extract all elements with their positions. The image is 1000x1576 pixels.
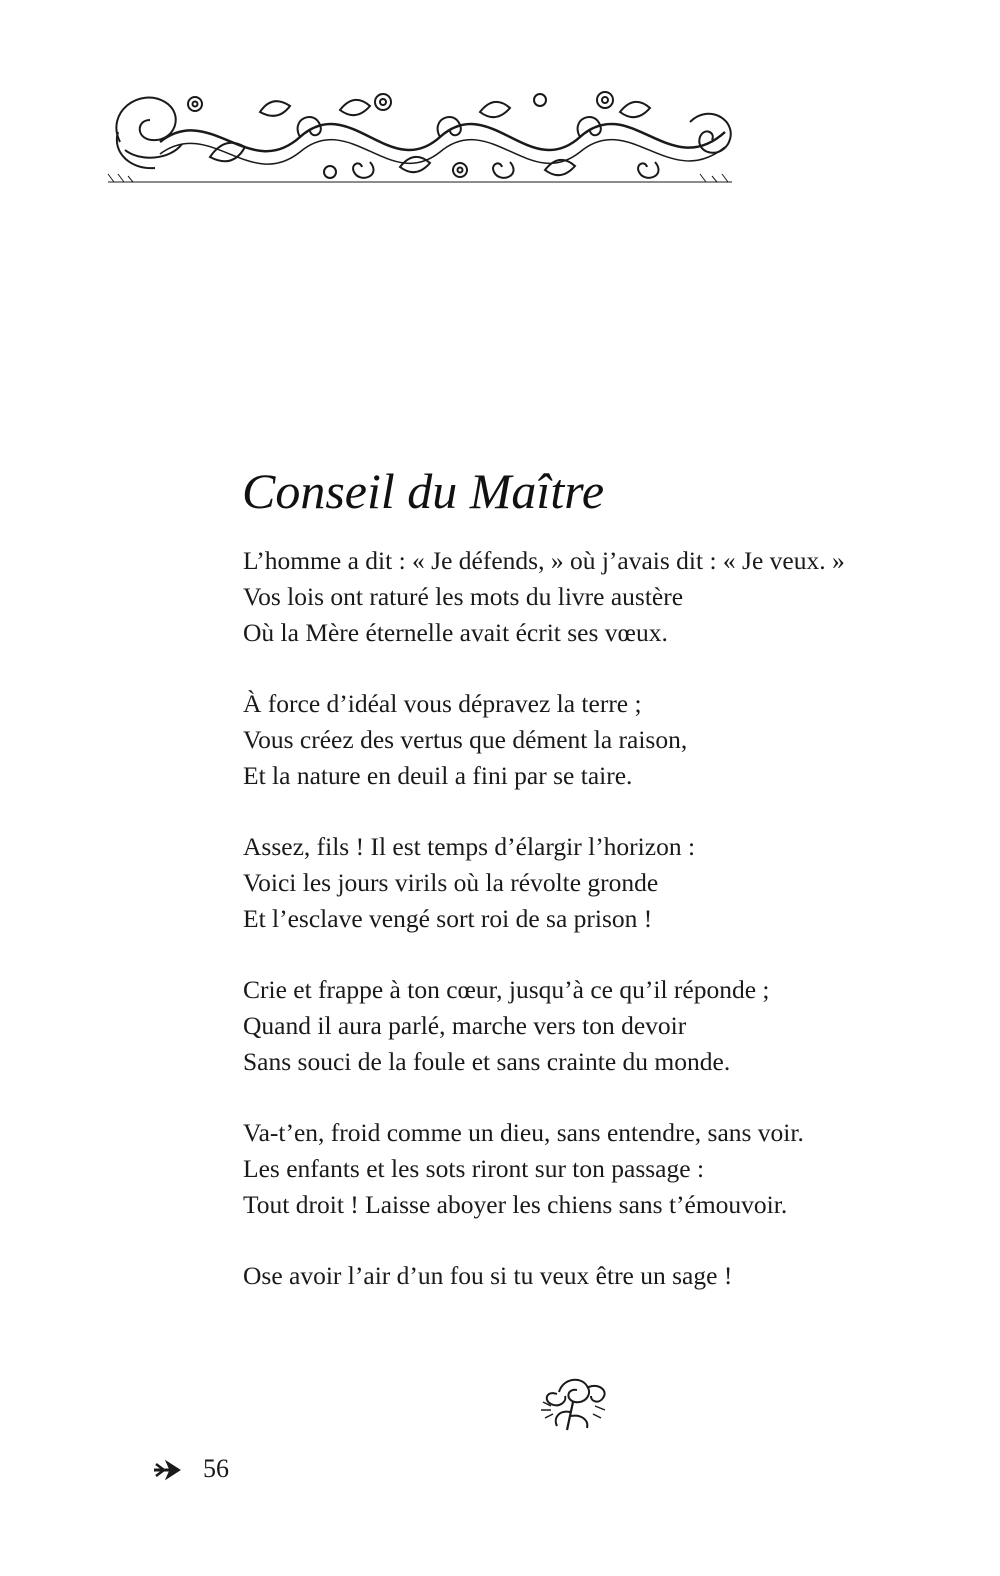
poem-line: Va-t’en, froid comme un dieu, sans entendre, sans voir. xyxy=(243,1118,804,1147)
floral-vine-ornament xyxy=(100,82,740,187)
page-number: 56 xyxy=(203,1454,229,1483)
poem-line: Crie et frappe à ton cœur, jusqu’à ce qu’il réponde ; xyxy=(243,975,770,1004)
poem-line: Et la nature en deuil a fini par se taire. xyxy=(243,761,633,790)
poem-line: Et l’esclave vengé sort roi de sa prison ! xyxy=(243,904,653,933)
poem-title: Conseil du Maître xyxy=(242,463,605,519)
poem-line: Vos lois ont raturé les mots du livre austère xyxy=(243,582,684,611)
arrow-right-icon xyxy=(152,1458,182,1482)
poem-line: Ose avoir l’air d’un fou si tu veux être un sage ! xyxy=(243,1261,733,1290)
poem-line: À force d’idéal vous dépravez la terre ; xyxy=(243,689,642,718)
stanza xyxy=(243,686,845,794)
poem-line: Les enfants et les sots riront sur ton passage : xyxy=(243,1154,705,1183)
poem-line: Voici les jours virils où la révolte gronde xyxy=(243,868,659,897)
poem-line: Assez, fils ! Il est temps d’élargir l’horizon : xyxy=(243,832,696,861)
stanza xyxy=(243,1115,845,1223)
poem-line: Quand il aura parlé, marche vers ton devoir xyxy=(243,1011,687,1040)
poem-line: Où la Mère éternelle avait écrit ses vœux. xyxy=(243,618,668,647)
stanza xyxy=(243,829,845,937)
stanza xyxy=(243,543,845,651)
stanza xyxy=(243,972,845,1080)
poem-line: Vous créez des vertus que dément la raison, xyxy=(243,725,688,754)
poem-line: L’homme a dit : « Je défends, » où j’avais dit : « Je veux. » xyxy=(243,546,845,575)
stanza xyxy=(243,1258,845,1294)
flower-fleuron-icon xyxy=(537,1372,613,1434)
poem-body xyxy=(243,543,845,1329)
poem-line: Tout droit ! Laisse aboyer les chiens sans t’émouvoir. xyxy=(243,1190,788,1219)
poem-line: Sans souci de la foule et sans crainte du monde. xyxy=(243,1047,731,1076)
